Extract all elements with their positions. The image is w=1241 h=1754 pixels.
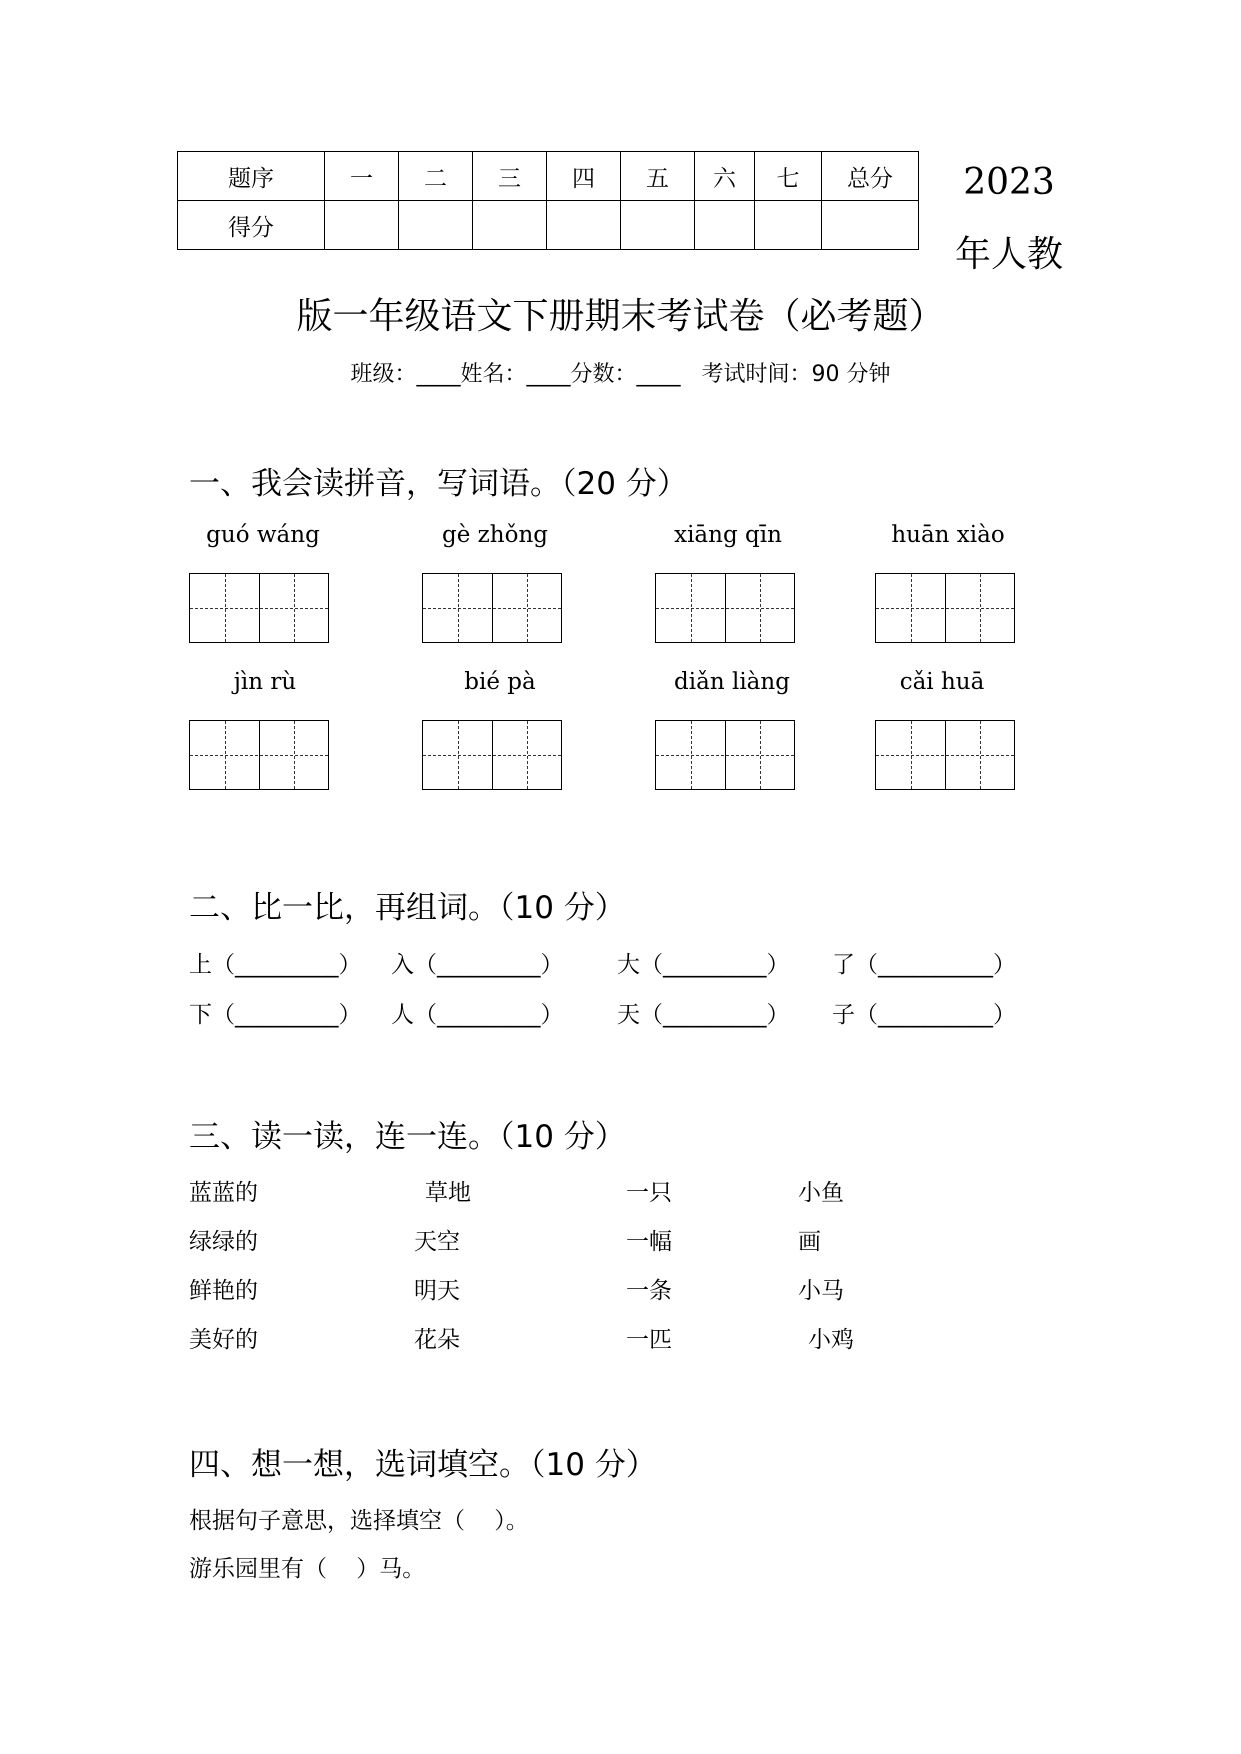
match-noun-2[interactable]: 天空 [414,1229,460,1255]
page-title: 版一年级语文下册期末考试卷（必考题） [296,296,945,337]
score-cell-5[interactable] [621,201,695,250]
section2-heading: 二、比一比，再组词。（10 分） [189,890,626,926]
tianzi-grid-1[interactable] [189,573,329,643]
match-noun-1[interactable]: 草地 [425,1180,471,1206]
compare-item-3b[interactable]: 天（_________） [617,1002,790,1028]
tianzi-grid-2[interactable] [422,573,562,643]
compare-item-4a[interactable]: 了（__________） [832,952,1016,978]
pinyin-8: cǎi huā [899,669,985,695]
score-table-col-3: 三 [473,152,547,201]
section4-heading: 四、想一想，选词填空。（10 分） [189,1447,657,1483]
score-table-score-row [178,201,919,250]
compare-item-2b[interactable]: 人（_________） [391,1002,564,1028]
score-table-row-label: 得分 [178,201,325,250]
match-object-4[interactable]: 小鸡 [808,1327,854,1353]
match-adjective-4[interactable]: 美好的 [189,1327,258,1353]
score-cell-1[interactable] [325,201,399,250]
score-cell-2[interactable] [399,201,473,250]
score-table-col-total: 总分 [822,152,919,201]
pinyin-4: huān xiào [891,522,1005,548]
score-table-header-row [178,152,919,201]
compare-item-1b[interactable]: 下（_________） [189,1002,362,1028]
score-table-col-7: 七 [755,152,822,201]
match-adjective-3[interactable]: 鲜艳的 [189,1278,258,1304]
score-table-col-2: 二 [399,152,473,201]
section1-heading: 一、我会读拼音，写词语。（20 分） [189,466,688,502]
match-measure-4[interactable]: 一匹 [626,1327,672,1353]
pinyin-5: jìn rù [233,669,297,695]
pinyin-1: guó wáng [206,522,320,548]
score-table-col-6: 六 [695,152,755,201]
tianzi-grid-3[interactable] [655,573,795,643]
score-table-header-label: 题序 [178,152,325,201]
score-table-col-1: 一 [325,152,399,201]
score-table-col-5: 五 [621,152,695,201]
score-cell-7[interactable] [755,201,822,250]
score-table-col-4: 四 [547,152,621,201]
match-measure-3[interactable]: 一条 [626,1278,672,1304]
student-info-line: 班级：____姓名：____分数：____ 考试时间：90 分钟 [350,362,891,387]
match-adjective-2[interactable]: 绿绿的 [189,1229,258,1255]
score-cell-4[interactable] [547,201,621,250]
match-noun-3[interactable]: 明天 [414,1278,460,1304]
tianzi-grid-6[interactable] [422,720,562,790]
tianzi-grid-7[interactable] [655,720,795,790]
section3-heading: 三、读一读，连一连。（10 分） [189,1119,626,1155]
tianzi-grid-5[interactable] [189,720,329,790]
section4-question-1[interactable]: 游乐园里有（ ）马。 [189,1556,426,1582]
match-adjective-1[interactable]: 蓝蓝的 [189,1180,258,1206]
title-year: 2023 [963,162,1055,203]
match-object-3[interactable]: 小马 [798,1278,844,1304]
pinyin-6: bié pà [464,669,536,695]
compare-item-2a[interactable]: 入（_________） [391,952,564,978]
pinyin-3: xiāng qīn [674,522,782,548]
pinyin-2: gè zhǒng [442,522,548,548]
title-publisher: 年人教 [954,234,1063,275]
match-measure-2[interactable]: 一幅 [626,1229,672,1255]
section4-instruction[interactable]: 根据句子意思，选择填空（ ）。 [189,1508,529,1534]
tianzi-grid-8[interactable] [875,720,1015,790]
compare-item-3a[interactable]: 大（_________） [617,952,790,978]
pinyin-7: diǎn liàng [674,669,790,695]
score-cell-3[interactable] [473,201,547,250]
match-noun-4[interactable]: 花朵 [414,1327,460,1353]
match-measure-1[interactable]: 一只 [626,1180,672,1206]
score-cell-6[interactable] [695,201,755,250]
compare-item-1a[interactable]: 上（_________） [189,952,362,978]
compare-item-4b[interactable]: 子（__________） [832,1002,1016,1028]
match-object-1[interactable]: 小鱼 [798,1180,844,1206]
score-cell-total[interactable] [822,201,919,250]
match-object-2[interactable]: 画 [798,1229,821,1255]
tianzi-grid-4[interactable] [875,573,1015,643]
score-table [177,151,919,250]
